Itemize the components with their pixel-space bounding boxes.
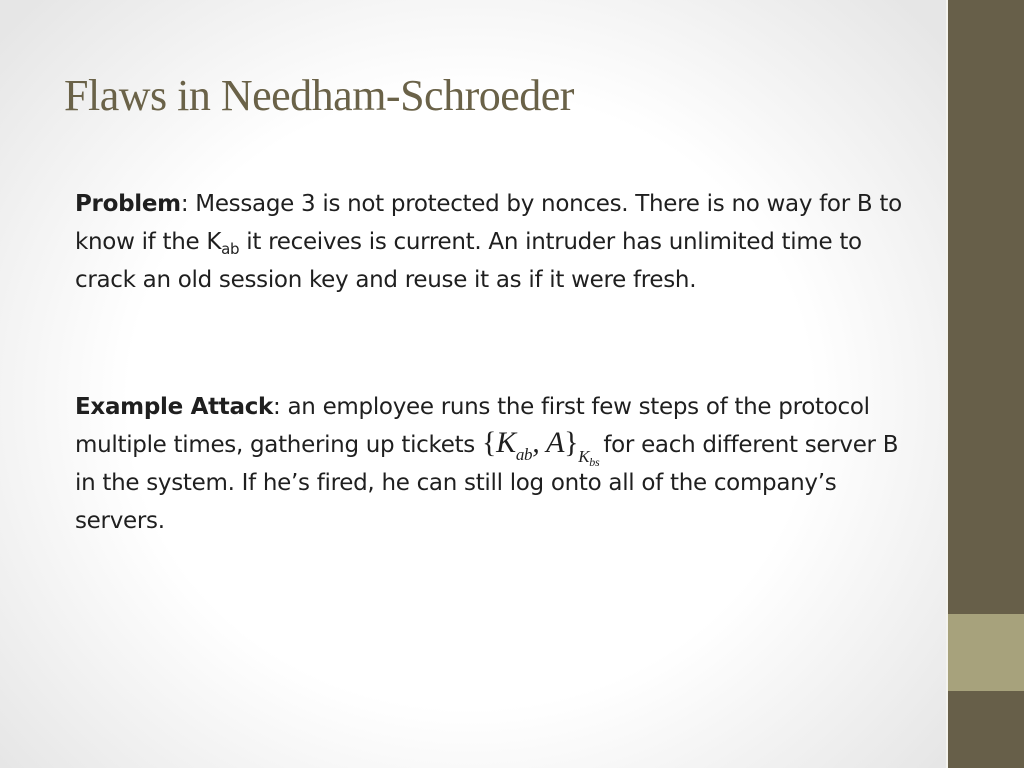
formula-separator: , A (532, 426, 565, 459)
sidebar-accent-block (948, 614, 1024, 691)
ticket-formula (481, 426, 600, 469)
example-label: Example Attack (75, 394, 274, 420)
example-text-part-1: : an employee runs the first few steps of the protocol multiple times, gathering up tickets (75, 394, 870, 458)
formula-key-subscript: ab (515, 445, 533, 464)
formula-outer-key-letter: K (578, 447, 590, 466)
formula-outer-key (578, 447, 600, 469)
example-text-part-2: for each different server B in the system. If he’s fired, he can still log onto all of the company’s servers. (75, 432, 899, 534)
formula-key: K (496, 426, 516, 459)
problem-text-part-1: : Message 3 is not protected by nonces. There is no way for B to know if the K (75, 191, 902, 255)
key-subscript: ab (221, 240, 240, 258)
formula-open-brace: { (481, 426, 497, 459)
problem-label: Problem (75, 191, 181, 217)
formula-outer-key-subscript: bs (589, 455, 600, 469)
slide-title: Flaws in Needham-Schroeder (64, 71, 574, 120)
example-attack-paragraph (75, 388, 915, 540)
problem-paragraph (75, 185, 915, 299)
formula-close-brace: } (564, 426, 579, 459)
problem-text-part-2: it receives is current. An intruder has unlimited time to crack an old session key and reuse it as if it were fresh. (75, 229, 862, 293)
